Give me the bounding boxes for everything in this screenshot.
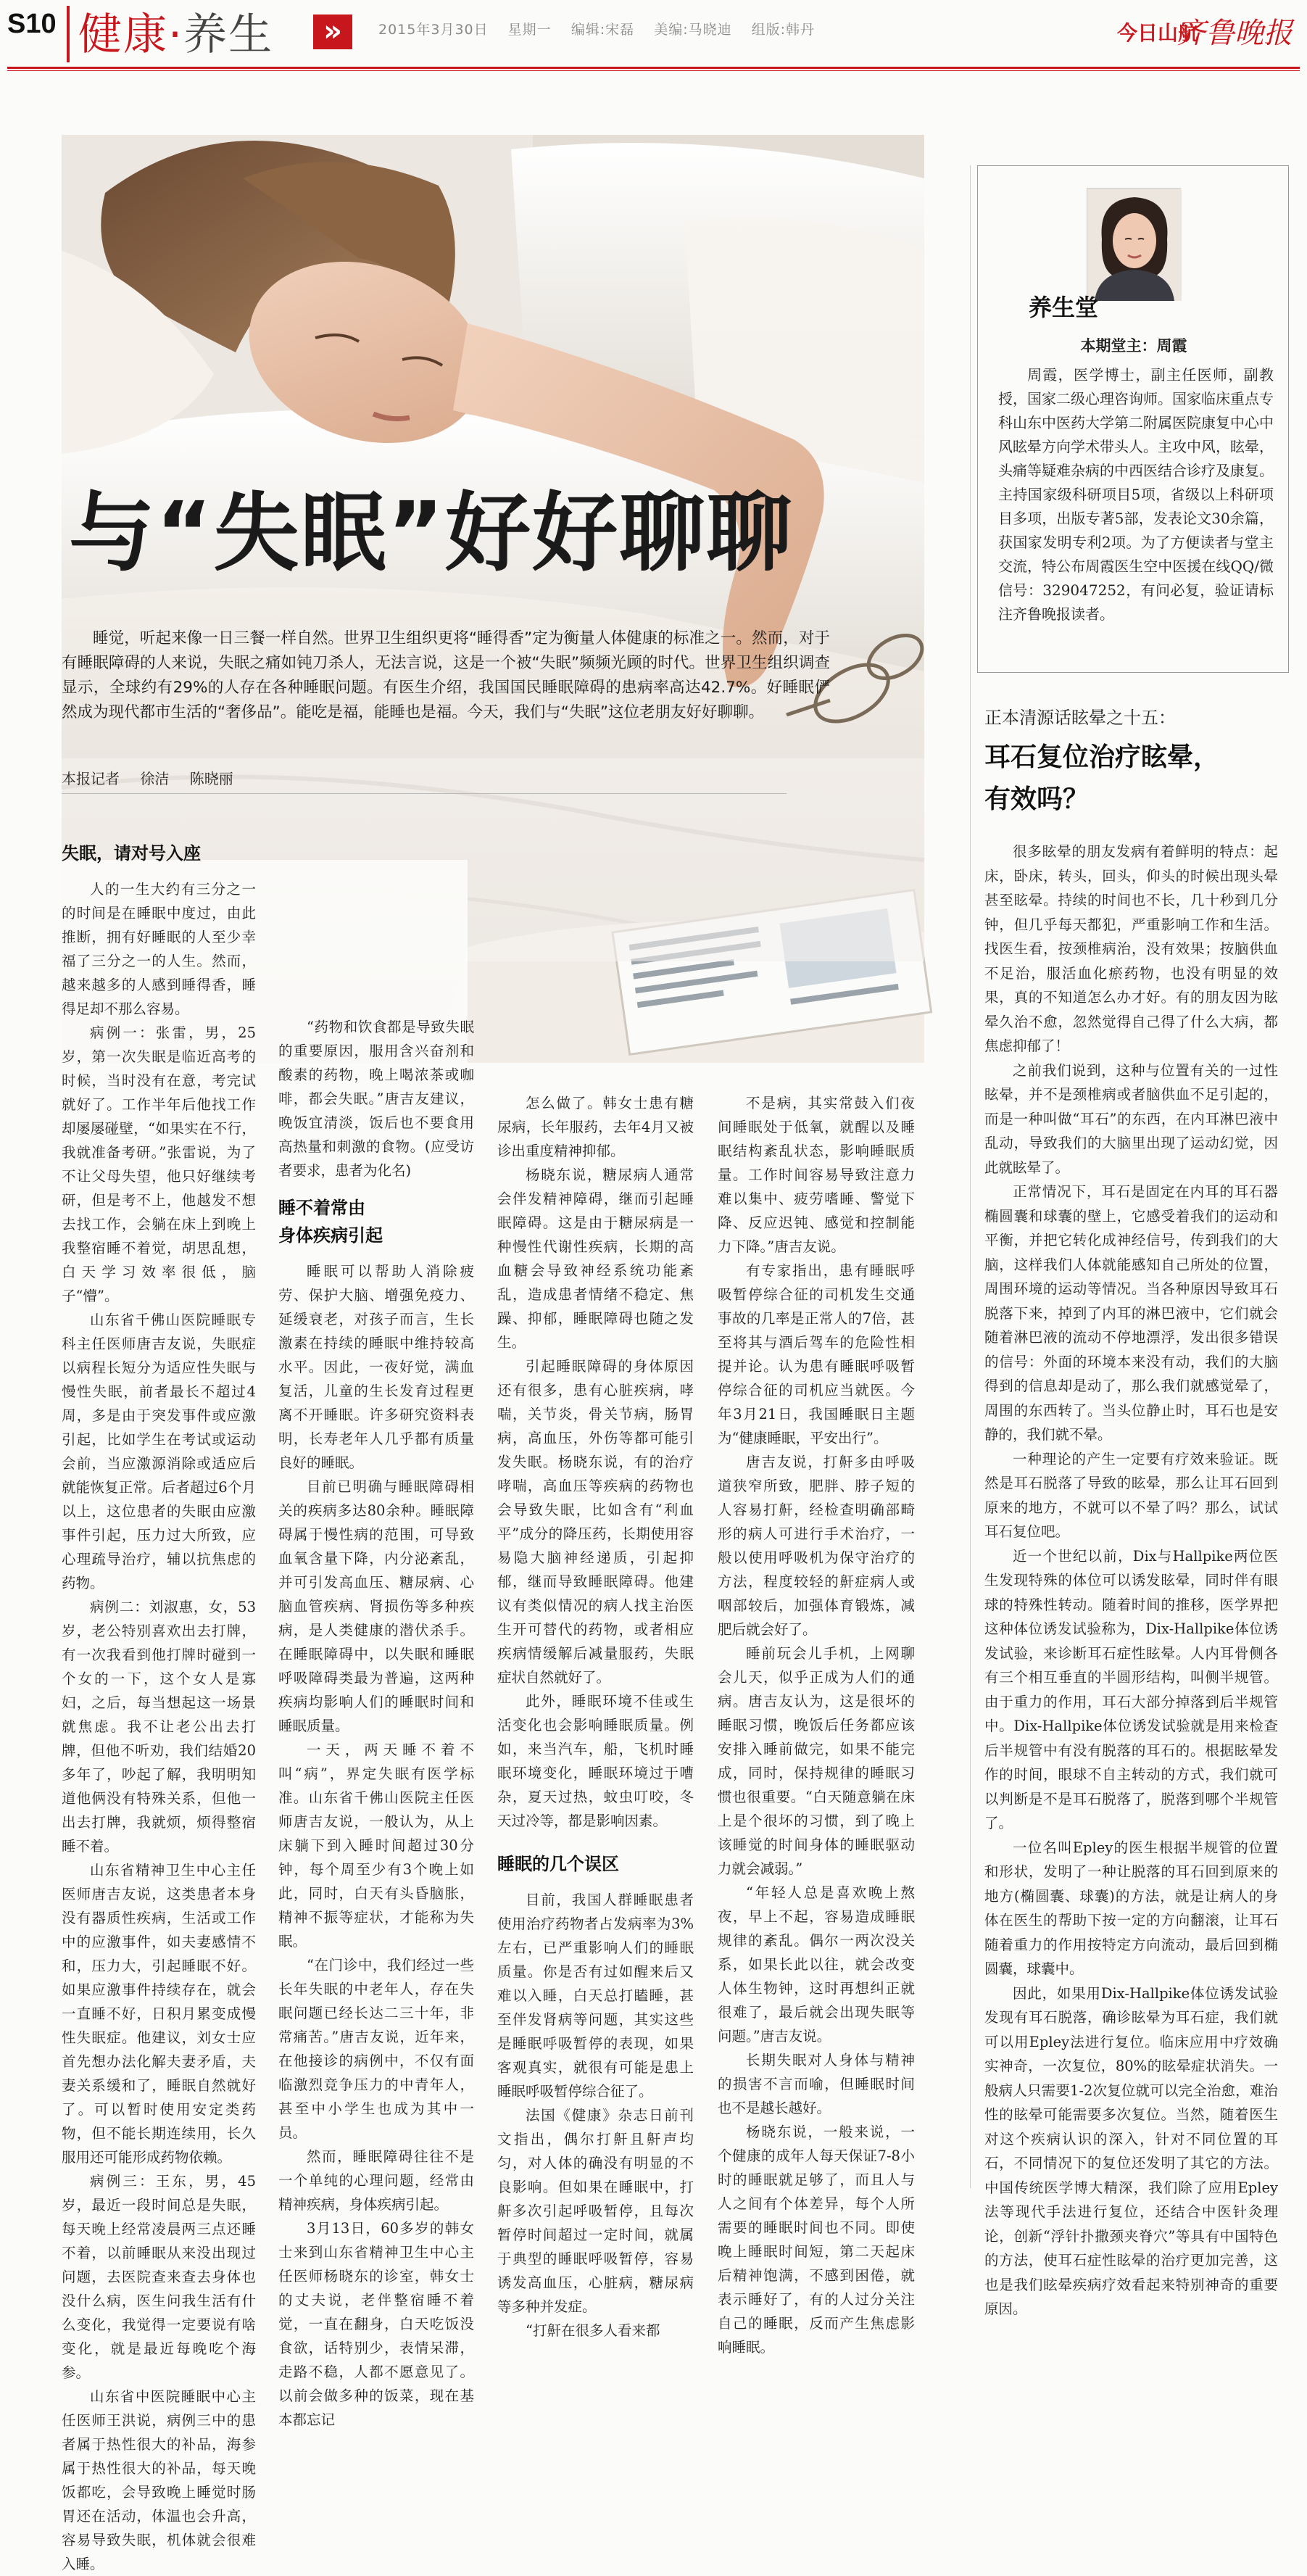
paragraph: 长期失眠对人身体与精神的损害不言而喻，但睡眠时间也不是越长越好。 xyxy=(718,2052,915,2116)
nav-label: 今日山航 xyxy=(1116,21,1198,45)
sidebar-body xyxy=(984,840,1278,2317)
sidebar-kicker: 正本清源话眩晕之十五： xyxy=(984,708,1176,728)
paragraph: 病例二：刘淑惠，女，53岁，老公特别喜欢出去打牌，有一次我看到他打牌时碰到一个女的一下，这个女人是寡妇，之后，每当想起这一场景就焦虑。我不让老公出去打牌，但他不听劝，我们结婚20多年了，吵起了解，我明明知道他俩没有特殊关系，但他一出去打牌，我就烦，烦得整宿睡不着。 xyxy=(62,1599,256,1855)
paragraph: 怎么做了。韩女士患有糖尿病，长年服药，去年4月又被诊出重度精神抑郁。 xyxy=(497,1095,694,1159)
issue-layout: 组版:韩丹 xyxy=(751,22,816,38)
paper-logo: 齐鲁晚报 xyxy=(1177,17,1293,50)
section-title-part1: 健康 xyxy=(78,9,168,60)
article-column-3 xyxy=(497,1091,694,2339)
host-portrait-icon xyxy=(1087,189,1182,301)
paragraph: 山东省千佛山医院睡眠专科主任医师唐吉友说，失眠症以病程长短分为适应性失眠与慢性失眠，前者最长不超过4周，多是由于突发事件或应激引起，比如学生在考试或运动会前，当应激源消除或适应后就能恢复正常。后者超过6个月以上，这位患者的失眠由应激事件引起，压力过大所致，应心理疏导治疗，辅以抗焦虑的药物。 xyxy=(62,1312,256,1591)
paragraph: 之前我们说到，这种与位置有关的一过性眩晕，并不是颈椎病或者脑供血不足引起的，而是一种叫做“耳石”的东西，在内耳淋巴液中乱动，导致我们的大脑里出现了运动幻觉，因此就眩晕了。 xyxy=(984,1061,1278,1176)
masthead-divider xyxy=(67,6,70,62)
lead-paragraph: 睡觉，听起来像一日三餐一样自然。世界卫生组织更将“睡得香”定为衡量人体健康的标准之一。然而，对于有睡眠障碍的人来说，失眠之痛如钝刀杀人，无法言说，这是一个被“失眠”频频光顾的时代。世界卫生组织调查显示，全球约有29%的人存在各种睡眠问题。有医生介绍，我国国民睡眠障碍的患病率高达42.7%。好睡眠俨然成为现代都市生活的“奢侈品”。能吃是福，能睡也是福。今天，我们与“失眠”这位老朋友好好聊聊。 xyxy=(62,629,830,721)
paragraph: 一天，两天睡不着不叫“病”，界定失眠有医学标准。山东省千佛山医院主任医师唐吉友说，一般认为，从上床躺下到入睡时间超过30分钟，每个周至少有3个晚上如此，同时，白天有头昏脑胀，精神不振等症状，才能称为失眠。 xyxy=(278,1742,474,1950)
masthead-rule-thin xyxy=(7,70,1300,71)
paragraph: 睡前玩会儿手机，上网聊会儿天，似乎正成为人们的通病。唐吉友认为，这是很坏的睡眠习惯，晚饭后任务都应该安排入睡前做完，如果不能完成，同时，保持规律的睡眠习惯也很重要。“白天随意躺在床上是个很坏的习惯，到了晚上该睡觉的时间身体的睡眠驱动力就会减弱。” xyxy=(718,1645,915,1877)
paragraph: 杨晓东说，一般来说，一个健康的成年人每天保证7-8小时的睡眠就足够了，而且人与人之间有个体差异，每个人所需要的睡眠时间也不同。即使晚上睡眠时间短，第二天起床后精神饱满，不感到困倦，就表示睡好了，有的人过分关注自己的睡眠，反而产生焦虑影响睡眠。 xyxy=(718,2124,915,2356)
paragraph: “年轻人总是喜欢晚上熬夜，早上不起，容易造成睡眠规律的紊乱。偶尔一两次没关系，如果长此以往，就会改变人体生物钟，这时再想纠正就很难了，最后就会出现失眠等问题。”唐吉友说。 xyxy=(718,1884,915,2045)
paragraph: 不是病，其实常鼓入们夜间睡眠处于低氧，就醒以及睡眠结构紊乱状态，影响睡眠质量。工作时间容易导致注意力难以集中、疲劳嗜睡、警觉下降、反应迟钝、感觉和控制能力下降。”唐吉友说。 xyxy=(718,1095,915,1255)
column-host: 本期堂主：周霞 xyxy=(1080,337,1187,355)
paragraph: 一位名叫Epley的医生根据半规管的位置和形状，发明了一种让脱落的耳石回到原来的地方(椭圆囊、球囊)的方法，就是让病人的身体在医生的帮助下按一定的方向翻滚，让耳石随着重力的作用按特定方向流动，最后回到椭圆囊，球囊中。 xyxy=(984,1839,1278,1977)
subhead-line: 身体疾病引起 xyxy=(278,1225,383,1246)
host-bio: 周霞，医学博士，副主任医师，副教授，国家二级心理咨询师。国家临床重点专科山东中医药大学第二附属医院康复中心中风眩晕方向学术带头人。主攻中风，眩晕，头痛等疑难杂病的中西医结合诊疗及康复。主持国家级科研项目5项，省级以上科研项目多项，出版专著5部，发表论文30余篇，获国家发明专利2项。为了方便读者与堂主交流，特公布周霞医生空中医援在线QQ/微信号：329047252，有问必复，验证请标注齐鲁晚报读者。 xyxy=(998,366,1274,623)
sidebar-headline-line: 耳石复位治疗眩晕， xyxy=(984,742,1220,772)
sidebar-headline xyxy=(984,737,1289,821)
article-column-1 xyxy=(62,877,256,2572)
paragraph: 正常情况下，耳石是固定在内耳的耳石器椭圆囊和球囊的壁上，它感受着我们的运动和平衡，并把它转化成神经信号，传到我们的大脑，这样我们人体就能感知自己所处的位置，周围环境的运动等情况。当各种原因导致耳石脱落下来，掉到了内耳的淋巴液中，它们就会随着淋巴液的流动不停地漂浮，发出很多错误的信号：外面的环境本来没有动，我们的大脑得到的信息却是动了，那么我们就感觉晕了，周围的东西转了。当头位静止时，耳石也是安静的，我们就不晕。 xyxy=(984,1183,1278,1443)
paragraph: 唐吉友说，打鼾多由呼吸道狭窄所致，肥胖、脖子短的人容易打鼾，经检查明确部畸形的病人可进行手术治疗，一般以使用呼吸机为保守治疗的方法，程度较轻的鼾症病人或咽部较后，加强体育锻炼，减肥后就会好了。 xyxy=(718,1454,915,1638)
host-box xyxy=(977,165,1289,673)
page-number: S10 xyxy=(7,9,57,39)
paragraph: 然而，睡眠障碍往往不是一个单纯的心理问题，经常由精神疾病，身体疾病引起。 xyxy=(278,2148,474,2213)
paragraph: “药物和饮食都是导致失眠的重要原因，服用含兴奋剂和酸素的药物，晚上喝浓茶或咖啡，都会失眠。”唐吉友建议，晚饭宜清淡，饭后也不要食用高热量和刺激的食物。(应受访者要求，患者为化名) xyxy=(278,1019,474,1179)
paragraph: 人的一生大约有三分之一的时间是在睡眠中度过，由此推断，拥有好睡眠的人至少幸福了三分之一的人生。然而，越来越多的人感到睡得香，睡得足却不那么容易。 xyxy=(62,881,256,1017)
issue-meta xyxy=(378,19,829,38)
paragraph: 一种理论的产生一定要有疗效来验证。既然是耳石脱落了导致的眩晕，那么让耳石回到原来的地方，不就可以不晕了吗？那么，试试耳石复位吧。 xyxy=(984,1450,1278,1540)
issue-date: 2015年3月30日 xyxy=(378,22,489,38)
paragraph: 目前已明确与睡眠障碍相关的疾病多达80余种。睡眠障碍属于慢性病的范围，可导致血氧含量下降，内分泌紊乱，并可引发高血压、糖尿病、心脑血管疾病、肾损伤等多种疾病，是人类健康的潜伏杀手。在睡眠障碍中，以失眠和睡眠呼吸障碍类最为普遍，这两种疾病均影响人们的睡眠时间和睡眠质量。 xyxy=(278,1478,474,1734)
article-column-4 xyxy=(718,1091,915,2356)
host-portrait xyxy=(1087,188,1181,300)
paragraph: 山东省精神卫生中心主任医师唐吉友说，这类患者本身没有器质性疾病，生活或工作中的应激事件，如夫妻感情不和，压力大，引起睡眠不好。如果应激事件持续存在，就会一直睡不好，日积月累变成慢性失眠症。他建议，刘女士应首先想办法化解夫妻矛盾，夫妻关系缓和了，睡眠自然就好了。可以暂时使用安定类药物，但不能长期连续用，长久服用还可能形成药物依赖。 xyxy=(62,1862,256,2166)
issue-weekday: 星期一 xyxy=(507,22,552,38)
sidebar-health-column xyxy=(977,165,1289,2317)
masthead xyxy=(0,0,1307,80)
section-title xyxy=(78,0,273,62)
paragraph: 引起睡眠障碍的身体原因还有很多，患有心脏疾病，哮喘，关节炎，骨关节病，肠胃病，高血压，外伤等都可能引发失眠。杨晓东说，有的治疗哮喘，高血压等疾病的药物也会导致失眠，比如含有“利血平”成分的降压药，长期使用容易隐大脑神经递质，引起抑郁，继而导致睡眠障碍。他建议有类似情况的病人找主治医生开可替代的药物，或者相应疾病情缓解后减量服药，失眠症状自然就好了。 xyxy=(497,1358,694,1686)
double-chevron-icon: » xyxy=(313,15,352,49)
paragraph: 病例一：张雷，男，25岁，第一次失眠是临近高考的时候，当时没有在意，考完试就好了。工作半年后他找工作却屡屡碰壁，“如果实在不行，我就准备考研。”张雷说，为了不让父母失望，他只好继续考研，但是考不上，他越发不想去找工作，会躺在床上到晚上我整宿睡不着觉，胡思乱想，白天学习效率很低，脑子“懵”。 xyxy=(62,1024,256,1304)
paragraph: 近一个世纪以前，Dix与Hallpike两位医生发现特殊的体位可以诱发眩晕，同时伴有眼球的特殊性转动。随着时间的推移，医学界把这种体位诱发试验称为，Dix-Hallpike体位诱发试验，来诊断耳石症性眩晕。人内耳骨侧各有三个相互垂直的半圆形结构，叫侧半规管。由于重力的作用，耳石大部分掉落到后半规管中。Dix-Hallpike体位诱发试验就是用来检查后半规管中有没有脱落的耳石的。根据眩晕发作的时间，眼球不自主转动的方式，我们就可以判断是不是耳石脱落了，脱落到哪个半规管了。 xyxy=(984,1547,1278,1831)
paragraph: 3月13日，60多岁的韩女士来到山东省精神卫生中心主任医师杨晓东的诊室，韩女士的丈夫说，老伴整宿睡不着觉，一直在翻身，白天吃饭没食欲，话特别少，表情呆滞，走路不稳，人都不愿意见了。以前会做多种的饭菜，现在基本都忘记 xyxy=(278,2220,474,2428)
issue-designer: 美编:马晓迪 xyxy=(654,22,732,38)
paragraph: “打鼾在很多人看来都 xyxy=(526,2322,660,2339)
paragraph: 因此，如果用Dix-Hallpike体位诱发试验发现有耳石脱落，确诊眩晕为耳石症，我们就可以用Epley法进行复位。临床应用中疗效确实神奇，一次复位，80%的眩晕症状消失。一般病人只需要1-2次复位就可以完全治愈，难治性的眩晕可能需要多次复位。当然，随着医生对这个疾病认识的深入，针对不同位置的耳石，不同情况下的复位还发明了其它的方法。中国传统医学博大精深，我们除了应用Epley法等现代手法进行复位，还结合中医针灸理论，创新“浮针扑撒颈夹脊穴”等具有中国特色的方法，使耳石症性眩晕的治疗更加完善，这也是我们眩晕疾病疗效看起来特别神奇的重要原因。 xyxy=(984,1984,1278,2317)
paragraph: 很多眩晕的朋友发病有着鲜明的特点：起床，卧床，转头，回头，仰头的时候出现头晕甚至眩晕。持续的时间也不长，几十秒到几分钟，但几乎每天都犯，严重影响工作和生活。找医生看，按颈椎病治，没有效果；按脑供血不足治，服活血化瘀药物，也没有明显的效果，真的不知道怎么办才好。有的朋友因为眩晕久治不愈，忽然觉得自己得了什么大病，都焦虑抑郁了！ xyxy=(984,843,1278,1054)
subhead-line: 睡不着常由 xyxy=(278,1198,365,1218)
paragraph: 病例三：王东，男，45岁，最近一段时间总是失眠，每天晚上经常凌晨两三点还睡不着，以前睡眠从来没出现过问题，去医院查来查去身体也没什么病，医生问我生活有什么变化，我觉得一定要说有啥变化，就是最近每晚吃个海参。 xyxy=(62,2173,256,2381)
subhead-disease-cause xyxy=(278,1194,474,1249)
masthead-rule xyxy=(7,67,1300,69)
byline-author: 徐洁 xyxy=(140,770,170,787)
subhead-insomnia-types: 失眠，请对号入座 xyxy=(62,843,201,864)
byline-author: 陈晓丽 xyxy=(189,770,233,787)
paragraph: 此外，睡眠环境不佳或生活变化也会影响睡眠质量。例如，来当汽车，船，飞机时睡眠环境变化，睡眠环境过于嘈杂，夏天过热，蚊虫叮咬，冬天过冷等，都是影响因素。 xyxy=(497,1693,694,1829)
paragraph: 目前，我国人群睡眠患者使用治疗药物者占发病率为3%左右，已严重影响人们的睡眠质量。你是否有过如醒来后又难以入睡，白天总打瞌睡，甚至伴发肾病等问题，其实这些是睡眠呼吸暂停的表现，如果客观真实，就很有可能是患上睡眠呼吸暂停综合征了。 xyxy=(497,1892,694,2100)
sidebar-headline-line: 有效吗？ xyxy=(984,784,1090,814)
paragraph: 有专家指出，患有睡眠呼吸暂停综合征的司机发生交通事故的几率是正常人的7倍，甚至将其与酒后驾车的危险性相提并论。认为患有睡眠呼吸暂停综合征的司机应当就医。今年3月21日，我国睡眠日主题为“健康睡眠，平安出行”。 xyxy=(718,1262,915,1446)
paragraph: 山东省中医院睡眠中心主任医师王洪说，病例三中的患者属于热性很大的补品，海参属于热性很大的补品，每天晚饭都吃，会导致晚上睡觉时肠胃还在活动，体温也会升高，容易导致失眠，机体就会很难入睡。 xyxy=(62,2388,256,2572)
section-title-dot: · xyxy=(168,9,184,60)
byline-role: 本报记者 xyxy=(62,770,120,787)
section-title-part2: 养生 xyxy=(183,9,274,60)
sidebar-divider xyxy=(970,165,971,2188)
paragraph: “在门诊中，我们经过一些长年失眠的中老年人，存在失眠问题已经长达二三十年，非常痛苦。”唐吉友说，近年来，在他接诊的病例中，不仅有面临激烈竞争压力的中青年人，甚至中小学生也成为其中一员。 xyxy=(278,1957,474,2141)
headline: 与“失眠”好好聊聊 xyxy=(69,483,794,583)
subhead-sleep-myths: 睡眠的几个误区 xyxy=(497,1854,619,1874)
column-title: 养生堂 xyxy=(1029,294,1099,321)
paragraph: 法国《健康》杂志日前刊文指出，偶尔打鼾且鼾声均匀，对人体的确没有明显的不良影响。但如果在睡眠中，打鼾多次引起呼吸暂停，且每次暂停时间超过一定时间，就属于典型的睡眠呼吸暂停，容易诱发高血压，心脏病，糖尿病等多种并发症。 xyxy=(497,2107,694,2315)
byline xyxy=(62,767,249,788)
byline-rule xyxy=(62,793,787,794)
issue-editor: 编辑:宋磊 xyxy=(570,22,635,38)
paragraph: 睡眠可以帮助人消除疲劳、保护大脑、增强免疫力、延缓衰老，对孩子而言，生长激素在持续的睡眠中维持较高水平。因此，一夜好觉，满血复活，儿童的生长发育过程更离不开睡眠。许多研究资料表明，长寿老年人几乎都有质量良好的睡眠。 xyxy=(278,1263,474,1471)
paragraph: 杨晓东说，糖尿病人通常会伴发精神障碍，继而引起睡眠障碍。这是由于糖尿病是一种慢性代谢性疾病，长期的高血糖会导致神经系统功能紊乱，造成患者情绪不稳定、焦躁、抑郁，睡眠障碍也随之发生。 xyxy=(497,1167,694,1351)
article-column-2 xyxy=(278,1015,474,2428)
